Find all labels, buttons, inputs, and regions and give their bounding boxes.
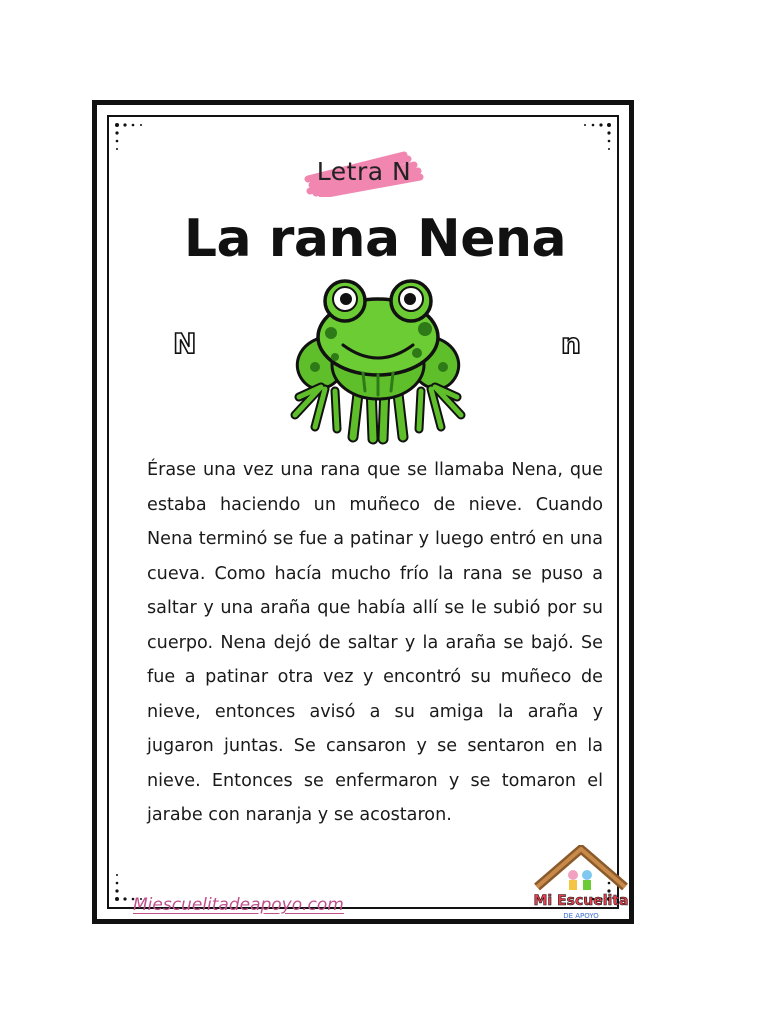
logo-text: Mi Escuelita <box>533 893 629 909</box>
house-logo-icon <box>533 845 629 925</box>
page-title: La rana Nena <box>183 209 567 269</box>
worksheet-card <box>92 100 634 924</box>
uppercase-letter: N <box>173 327 197 360</box>
corner-dots-icon <box>579 121 613 155</box>
corner-dots-icon <box>113 121 147 155</box>
letter-label: Letra N <box>316 157 412 186</box>
story-text: Érase una vez una rana que se llamaba Nena, que estaba haciendo un muñeco de nieve. Cuando Nena terminó se fue a patinar y luego entró en una cueva. Como hacía mucho frío la rana se puso a saltar y una araña que había allí se le subió por su cuerpo. Nena dejó de saltar y la araña se bajó. Se fue a patinar otra vez y encontró su muñeco de nieve, entonces avisó a su amiga la araña y jugaron juntas. Se cansaron y se sentaron en la nieve. Entonces se enfermaron y se tomaron el jarabe con naranja y se acostaron. <box>147 460 603 825</box>
lowercase-letter: n <box>561 327 581 360</box>
website-link[interactable]: Miescuelitadeapoyo.com <box>133 895 344 915</box>
logo-subtext: DE APOYO <box>563 912 599 920</box>
frog-icon <box>285 267 471 453</box>
inner-border <box>107 115 629 920</box>
letter-label-group <box>304 151 424 197</box>
